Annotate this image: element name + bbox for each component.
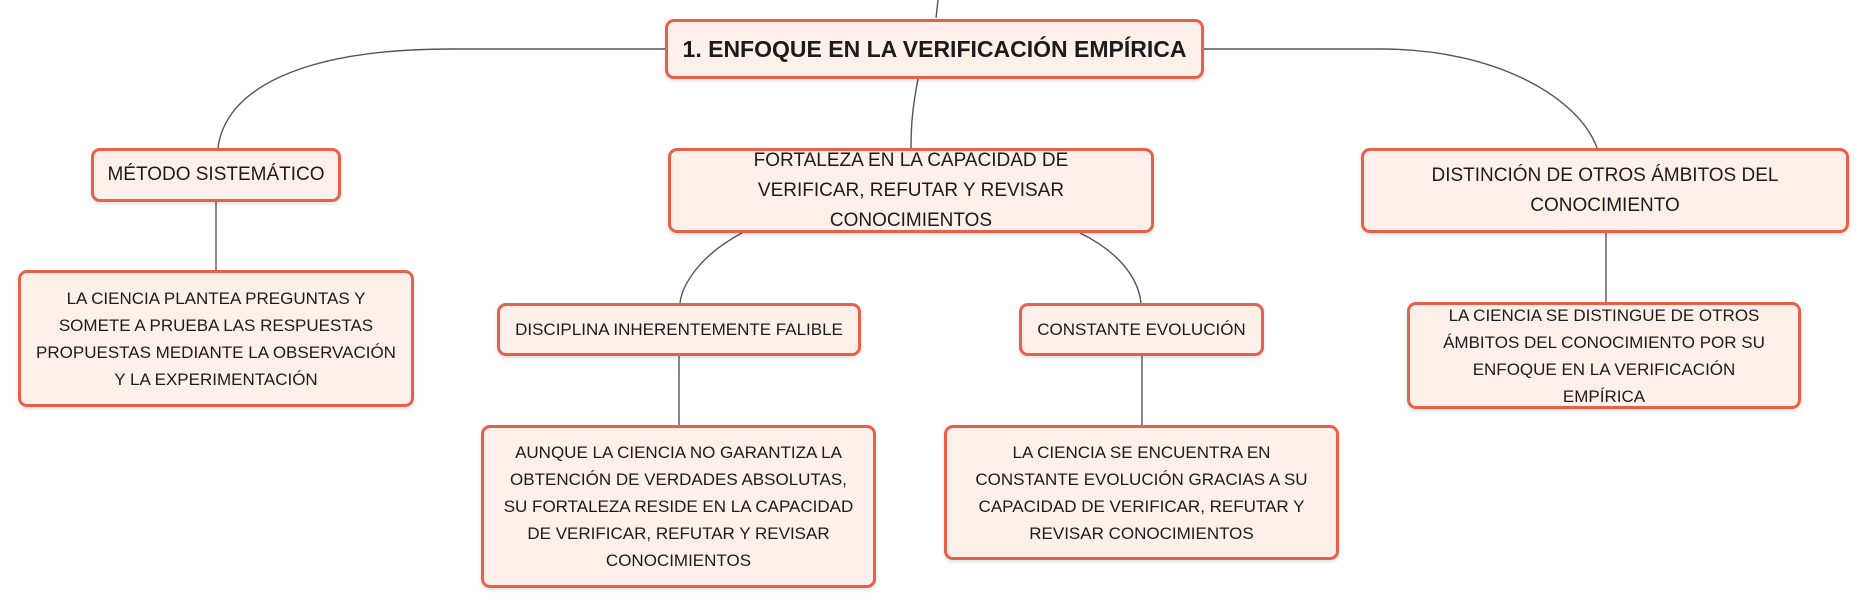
link-fortaleza-evolucion — [1080, 233, 1141, 303]
topic-label: DISTINCIÓN DE OTROS ÁMBITOS DEL CONOCIMIENTO — [1431, 164, 1779, 216]
detail-distincion[interactable] — [1407, 302, 1801, 409]
topic-label: MÉTODO SISTEMÁTICO — [107, 164, 325, 185]
link-fortaleza-falible — [680, 233, 742, 303]
detail-text: LA CIENCIA PLANTEA PREGUNTAS Y SOMETE A PRUEBA LAS RESPUESTAS PROPUESTAS MEDIANTE LA OBSERVACIÓN Y LA EXPERIMENTACIÓN — [36, 288, 396, 389]
detail-text: LA CIENCIA SE DISTINGUE DE OTROS ÁMBITOS DEL CONOCIMIENTO POR SU ENFOQUE EN LA VERIFICACIÓN EMPÍRICA — [1443, 305, 1765, 406]
topic-fortaleza[interactable] — [668, 148, 1154, 233]
link-root-metodo — [218, 49, 665, 148]
detail-metodo[interactable] — [18, 270, 414, 407]
detail-falible[interactable] — [481, 425, 876, 588]
detail-text: LA CIENCIA SE ENCUENTRA EN CONSTANTE EVOLUCIÓN GRACIAS A SU CAPACIDAD DE VERIFICAR, REFUTAR Y REVISAR CONOCIMIENTOS — [975, 442, 1308, 543]
topic-metodo-sistematico[interactable] — [91, 148, 341, 202]
topic-distincion[interactable] — [1361, 148, 1849, 233]
subtopic-disciplina-falible[interactable] — [497, 303, 861, 356]
root-topic[interactable] — [665, 19, 1204, 79]
link-parent-root — [936, 0, 938, 18]
subtopic-label: DISCIPLINA INHERENTEMENTE FALIBLE — [515, 320, 843, 339]
subtopic-label: CONSTANTE EVOLUCIÓN — [1037, 320, 1246, 339]
detail-evolucion[interactable] — [944, 425, 1339, 560]
root-topic-label: 1. ENFOQUE EN LA VERIFICACIÓN EMPÍRICA — [682, 35, 1187, 62]
topic-label: FORTALEZA EN LA CAPACIDAD DE VERIFICAR, REFUTAR Y REVISAR CONOCIMIENTOS — [753, 149, 1069, 231]
detail-text: AUNQUE LA CIENCIA NO GARANTIZA LA OBTENCIÓN DE VERDADES ABSOLUTAS, SU FORTALEZA RESIDE EN LA CAPACIDAD DE VERIFICAR, REFUTAR Y REVISAR CONOCIMIENTOS — [503, 443, 854, 570]
link-root-distincion — [1204, 49, 1597, 148]
link-root-fortaleza — [911, 79, 918, 148]
subtopic-constante-evolucion[interactable] — [1019, 303, 1264, 356]
